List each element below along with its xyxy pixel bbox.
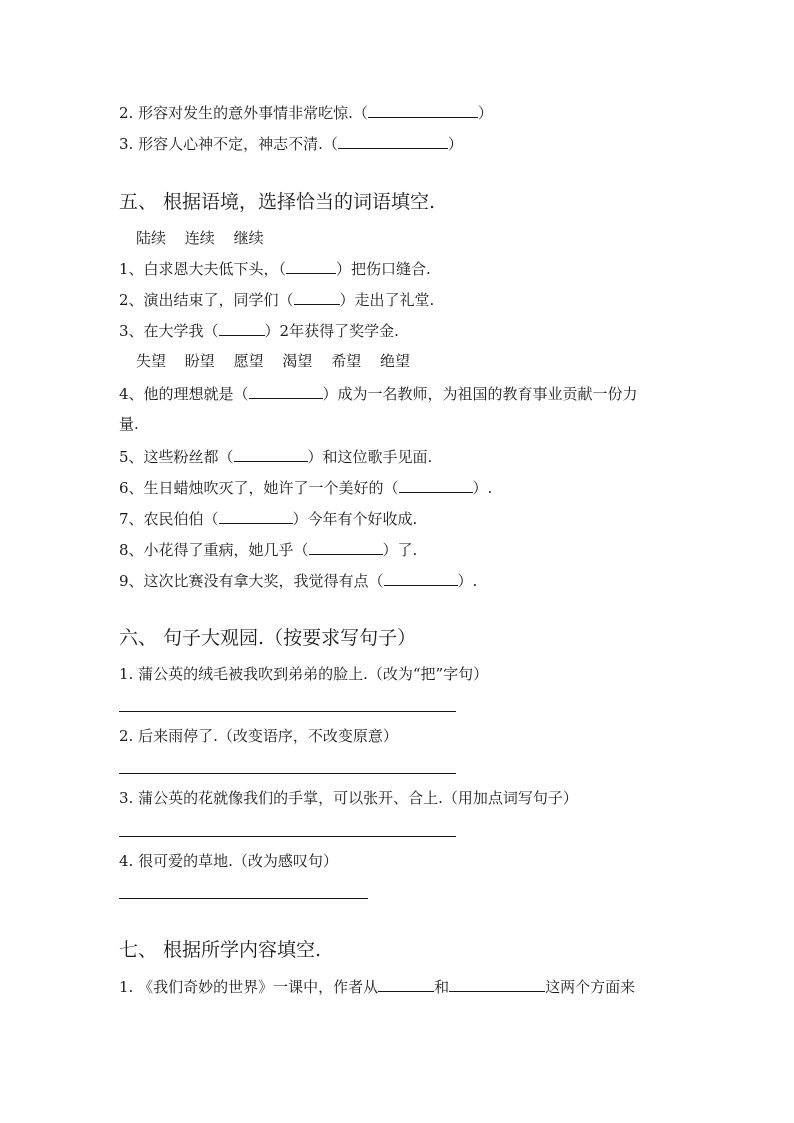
answer-line[interactable] (119, 773, 456, 774)
word-bank-item: 连续 (184, 229, 215, 247)
word-bank-item: 盼望 (184, 352, 215, 370)
word-bank-item: 渴望 (282, 352, 313, 370)
word-bank-1 (136, 228, 278, 248)
word-bank-item: 陆续 (136, 229, 167, 247)
answer-blank[interactable] (449, 976, 545, 992)
question-5-9 (119, 570, 477, 591)
question-5-3 (119, 320, 399, 341)
answer-blank[interactable] (368, 102, 478, 118)
question-text: 3、在大学我（ (119, 322, 219, 340)
question-text-after: ）今年有个好收成. (292, 510, 418, 528)
question-text: 1. 《我们奇妙的世界》一课中，作者从 (119, 978, 379, 996)
question-text: 1、白求恩大夫低下头，（ (119, 260, 287, 278)
word-bank-2 (136, 351, 424, 371)
question-4-2 (119, 102, 493, 123)
answer-blank[interactable] (219, 508, 293, 524)
question-6-1: 1. 蒲公英的绒毛被我吹到弟弟的脸上.（改为“把”字句） (119, 665, 489, 683)
question-text: 9、这次比赛没有拿大奖，我觉得有点（ (119, 572, 384, 590)
question-5-8 (119, 539, 417, 560)
answer-blank[interactable] (249, 383, 323, 399)
question-text: 8、小花得了重病，她几乎（ (119, 541, 309, 559)
question-5-2 (119, 289, 434, 310)
question-5-7 (119, 508, 417, 529)
word-bank-item: 愿望 (233, 352, 264, 370)
section-6-title: 六、 句子大观园.（按要求写句子） (119, 627, 417, 649)
question-text-mid: 和 (434, 978, 450, 996)
word-bank-item: 失望 (136, 352, 167, 370)
question-text: 4、他的理想就是（ (119, 385, 249, 403)
question-4-3 (119, 133, 463, 154)
question-text-after: ）2年获得了奖学金. (264, 322, 399, 340)
question-5-5 (119, 446, 432, 467)
answer-blank[interactable] (399, 477, 473, 493)
question-text-after: ）把伤口缝合. (336, 260, 431, 278)
question-5-6 (119, 477, 492, 498)
question-text-after: ）成为一名教师，为祖国的教育事业贡献一份力 (322, 385, 638, 403)
word-bank-item: 希望 (331, 352, 362, 370)
question-7-1 (119, 976, 635, 997)
section-7-title: 七、 根据所学内容填空. (119, 939, 322, 961)
answer-blank[interactable] (219, 320, 265, 336)
close-paren: ） (477, 104, 493, 122)
word-bank-item: 继续 (233, 229, 264, 247)
answer-blank[interactable] (378, 976, 434, 992)
answer-line[interactable] (119, 836, 456, 837)
question-text: 3. 形容人心神不定，神志不清.（ (119, 135, 338, 153)
question-text: 7、农民伯伯（ (119, 510, 219, 528)
close-paren: ） (447, 135, 463, 153)
question-text-after: ）了. (382, 541, 418, 559)
question-6-4: 4. 很可爱的草地.（改为感叹句） (119, 852, 338, 870)
answer-blank[interactable] (286, 258, 336, 274)
question-text: 2、演出结束了，同学们（ (119, 291, 294, 309)
question-5-4-continued: 量. (119, 415, 139, 433)
question-5-1 (119, 258, 431, 279)
question-5-4 (119, 383, 638, 404)
answer-line[interactable] (119, 711, 456, 712)
question-text-after: ）和这位歌手见面. (307, 448, 433, 466)
question-6-2: 2. 后来雨停了.（改变语序，不改变原意） (119, 727, 398, 745)
question-text-after: ）走出了礼堂. (339, 291, 435, 309)
answer-blank[interactable] (234, 446, 308, 462)
answer-blank[interactable] (309, 539, 383, 555)
question-text-after: 这两个方面来 (545, 978, 636, 996)
answer-blank[interactable] (384, 570, 458, 586)
question-text-after: ）. (457, 572, 478, 590)
answer-blank[interactable] (294, 289, 340, 305)
question-text: 2. 形容对发生的意外事情非常吃惊.（ (119, 104, 368, 122)
answer-line[interactable] (119, 898, 368, 899)
answer-blank[interactable] (338, 133, 448, 149)
question-text: 5、这些粉丝都（ (119, 448, 234, 466)
section-5-title: 五、 根据语境，选择恰当的词语填空. (119, 191, 436, 213)
question-text-after: ）. (472, 479, 493, 497)
word-bank-item: 绝望 (379, 352, 410, 370)
question-text: 6、生日蜡烛吹灭了，她许了一个美好的（ (119, 479, 399, 497)
question-6-3: 3. 蒲公英的花就像我们的手掌，可以张开、合上.（用加点词写句子） (119, 789, 578, 807)
